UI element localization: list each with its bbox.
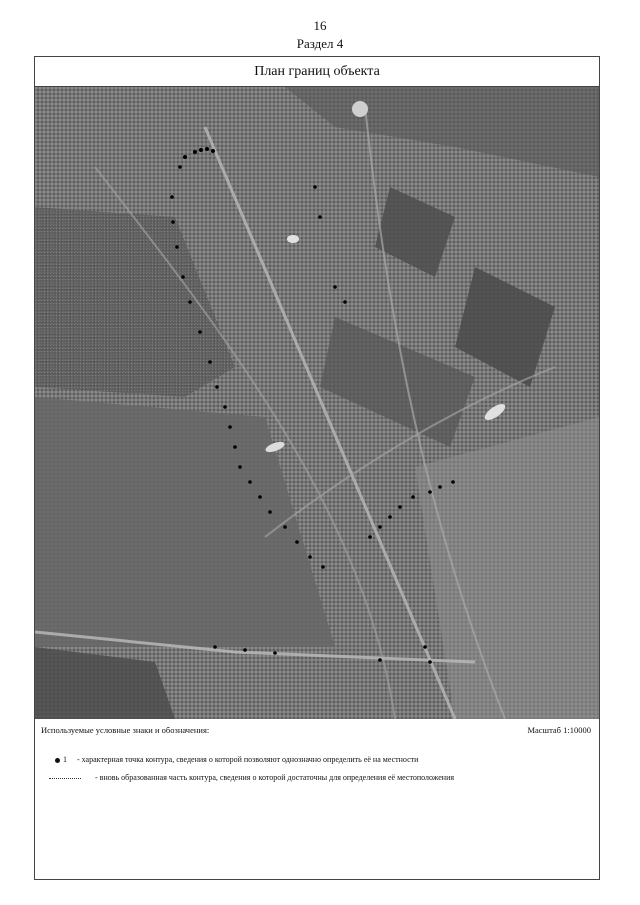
dotted-line-icon	[49, 778, 81, 779]
bright-spot-4	[352, 101, 368, 117]
legend	[35, 719, 599, 879]
contour-point-icon	[55, 758, 60, 763]
map-svg	[35, 87, 599, 719]
contour-description: - вновь образованная часть контура, сведения о которой достаточны для определения её местоположения	[95, 773, 455, 782]
page-number: 16	[313, 18, 327, 33]
legend-point-row	[55, 755, 418, 764]
section-title: Раздел 4	[296, 36, 344, 51]
point-description: - характерная точка контура, сведения о которой позволяют однозначно определить её на местности	[77, 755, 419, 764]
point-number: 1	[63, 755, 67, 764]
plan-title: План границ объекта	[35, 57, 599, 87]
plan-frame	[34, 56, 600, 880]
satellite-map[interactable]	[35, 87, 599, 719]
bright-spot-3	[287, 235, 299, 243]
legend-heading: Используемые условные знаки и обозначения:	[41, 725, 210, 735]
scale-label: Масштаб 1:10000	[527, 725, 591, 735]
